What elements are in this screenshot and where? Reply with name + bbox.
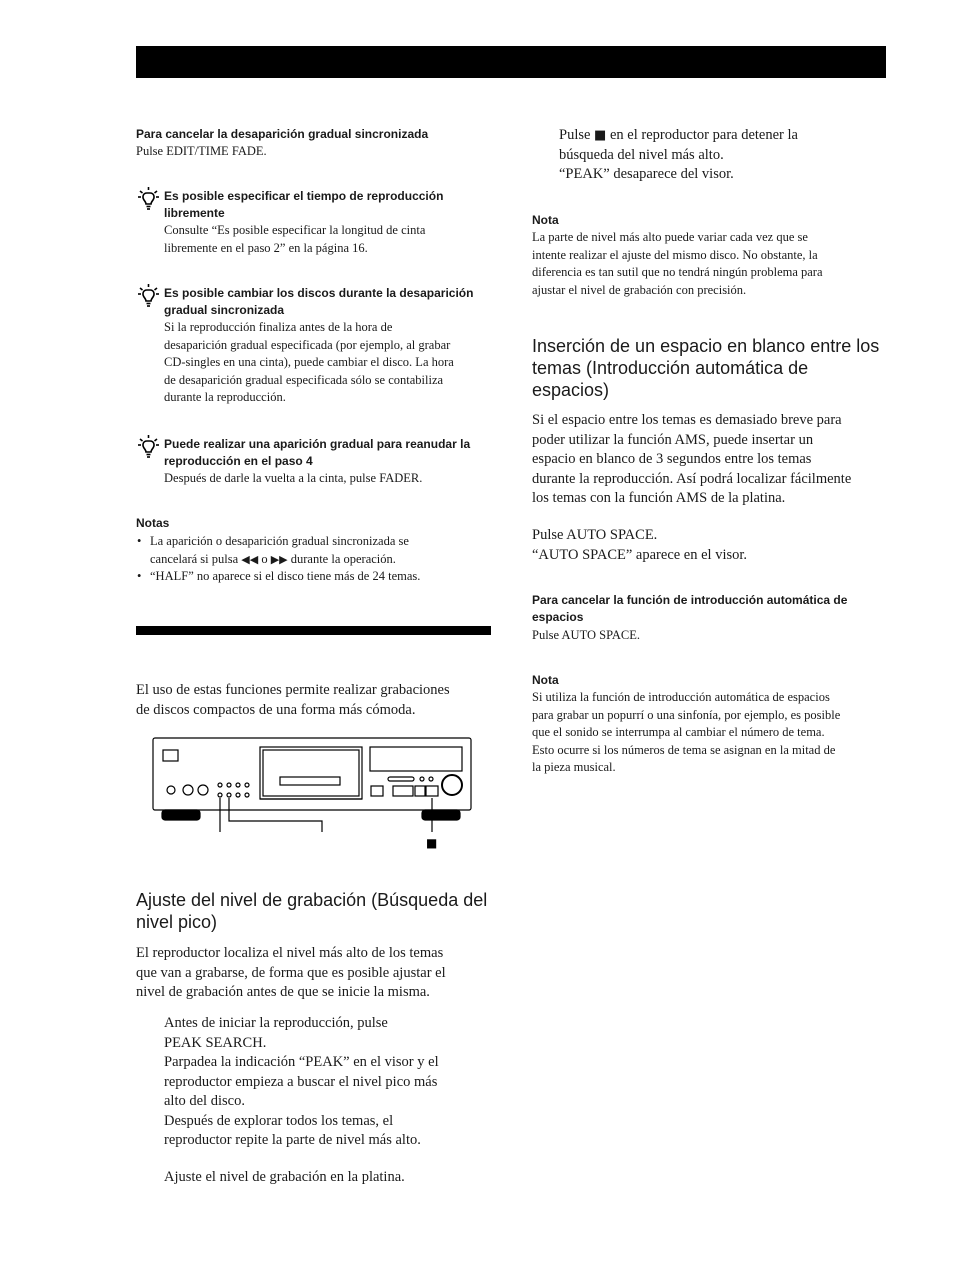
peak-body: El reproductor localiza el nivel más alto de los temas que van a grabarse, de forma que es posible ajustar el nivel de grabación antes de que se inicie la misma.: [136, 945, 446, 1000]
peak-title: Ajuste del nivel de grabación (Búsqueda del nivel pico): [136, 890, 488, 932]
cancel-fade-body: Pulse EDIT/TIME FADE.: [136, 144, 267, 158]
tip-1-body: Consulte “Es posible especificar la longitud de cinta libremente en el paso 2” en la página 16.: [164, 223, 426, 255]
header-bar: [136, 46, 886, 78]
notas-list: [150, 533, 420, 586]
auto-space-cancel-body: Pulse AUTO SPACE.: [532, 628, 641, 642]
rewind-icon: ◀◀: [241, 552, 259, 566]
notas-heading: Notas: [136, 516, 170, 530]
tip-3-body: Después de darle la vuelta a la cinta, pulse FADER.: [164, 471, 423, 485]
tip-3-heading: Puede realizar una aparición gradual para reanudar la reproducción en el paso 4: [164, 437, 471, 468]
lightbulb-icon: [138, 434, 162, 460]
nota-2-heading: Nota: [532, 673, 559, 687]
auto-space-body: Si el espacio entre los temas es demasiado breve para poder utilizar la función AMS, puede insertar un espacio en blanco de 3 segundos entre los temas durante la reproducción. Así podrá localizar fácilmente los temas con la función AMS de la platina.: [532, 412, 852, 506]
auto-space-cancel-heading: Para cancelar la función de introducción automática de espacios: [532, 593, 848, 624]
tip-2-heading: Es posible cambiar los discos durante la desaparición gradual sincronizada: [164, 286, 474, 317]
peak-step-2: Ajuste el nivel de grabación en la platina.: [164, 1169, 405, 1185]
stop-symbol-label: ■: [426, 836, 438, 850]
cancel-fade-heading: Para cancelar la desaparición gradual sincronizada: [136, 127, 429, 141]
peak-step-3: Pulse ■ en el reproductor para detener la búsqueda del nivel más alto. “PEAK” desaparece del visor.: [559, 127, 798, 182]
nota-2-body: Si utiliza la función de introducción automática de espacios para grabar un popurrí o una sinfonía, por ejemplo, es posible que el sonido se interrumpa al cambiar el número de tema. Esto ocurre si los números de tema se asignan en la mitad de la pieza musical.: [532, 690, 841, 774]
notas-item-2: • “HALF” no aparece si el disco tiene más de 24 temas.: [150, 568, 420, 586]
auto-space-title: Inserción de un espacio en blanco entre los temas (Introducción automática de espacios): [532, 336, 880, 400]
notas-item-1-cont: cancelará si pulsa ◀◀ o ▶▶ durante la operación.: [150, 551, 396, 566]
lightbulb-icon: [138, 186, 162, 212]
nota-1-heading: Nota: [532, 213, 559, 227]
peak-step-1: Antes de iniciar la reproducción, pulse PEAK SEARCH. Parpadea la indicación “PEAK” en el visor y el reproductor empieza a buscar el nivel pico más alto del disco. Después de explorar todos los temas, el reproductor repite la parte de nivel más alto.: [164, 1015, 439, 1148]
intro-text: El uso de estas funciones permite realizar grabaciones de discos compactos de una forma más cómoda.: [136, 682, 450, 718]
auto-space-step: Pulse AUTO SPACE. “AUTO SPACE” aparece en el visor.: [532, 527, 748, 563]
nota-1-body: La parte de nivel más alto puede variar cada vez que se intente realizar el ajuste del mismo disco. No obstante, la diferencia es tan sutil que no tendrá ningún problema para ajustar el nivel de grabación con precisión.: [532, 230, 823, 297]
lightbulb-icon: [138, 283, 162, 309]
section-bar: [136, 626, 491, 635]
cd-player-diagram: [150, 735, 480, 855]
notas-item-1: • La aparición o desaparición gradual sincronizada se: [150, 533, 420, 551]
fast-forward-icon: ▶▶: [270, 552, 288, 566]
tip-1-heading: Es posible especificar el tiempo de reproducción libremente: [164, 189, 444, 220]
tip-2-body: Si la reproducción finaliza antes de la hora de desaparición gradual especificada (por ejemplo, al grabar CD-singles en una cinta), puede cambiar el disco. La hora de desaparición gradual especificada sólo se contabiliza durante la reproducción.: [164, 320, 454, 404]
stop-icon: ■: [594, 128, 607, 143]
